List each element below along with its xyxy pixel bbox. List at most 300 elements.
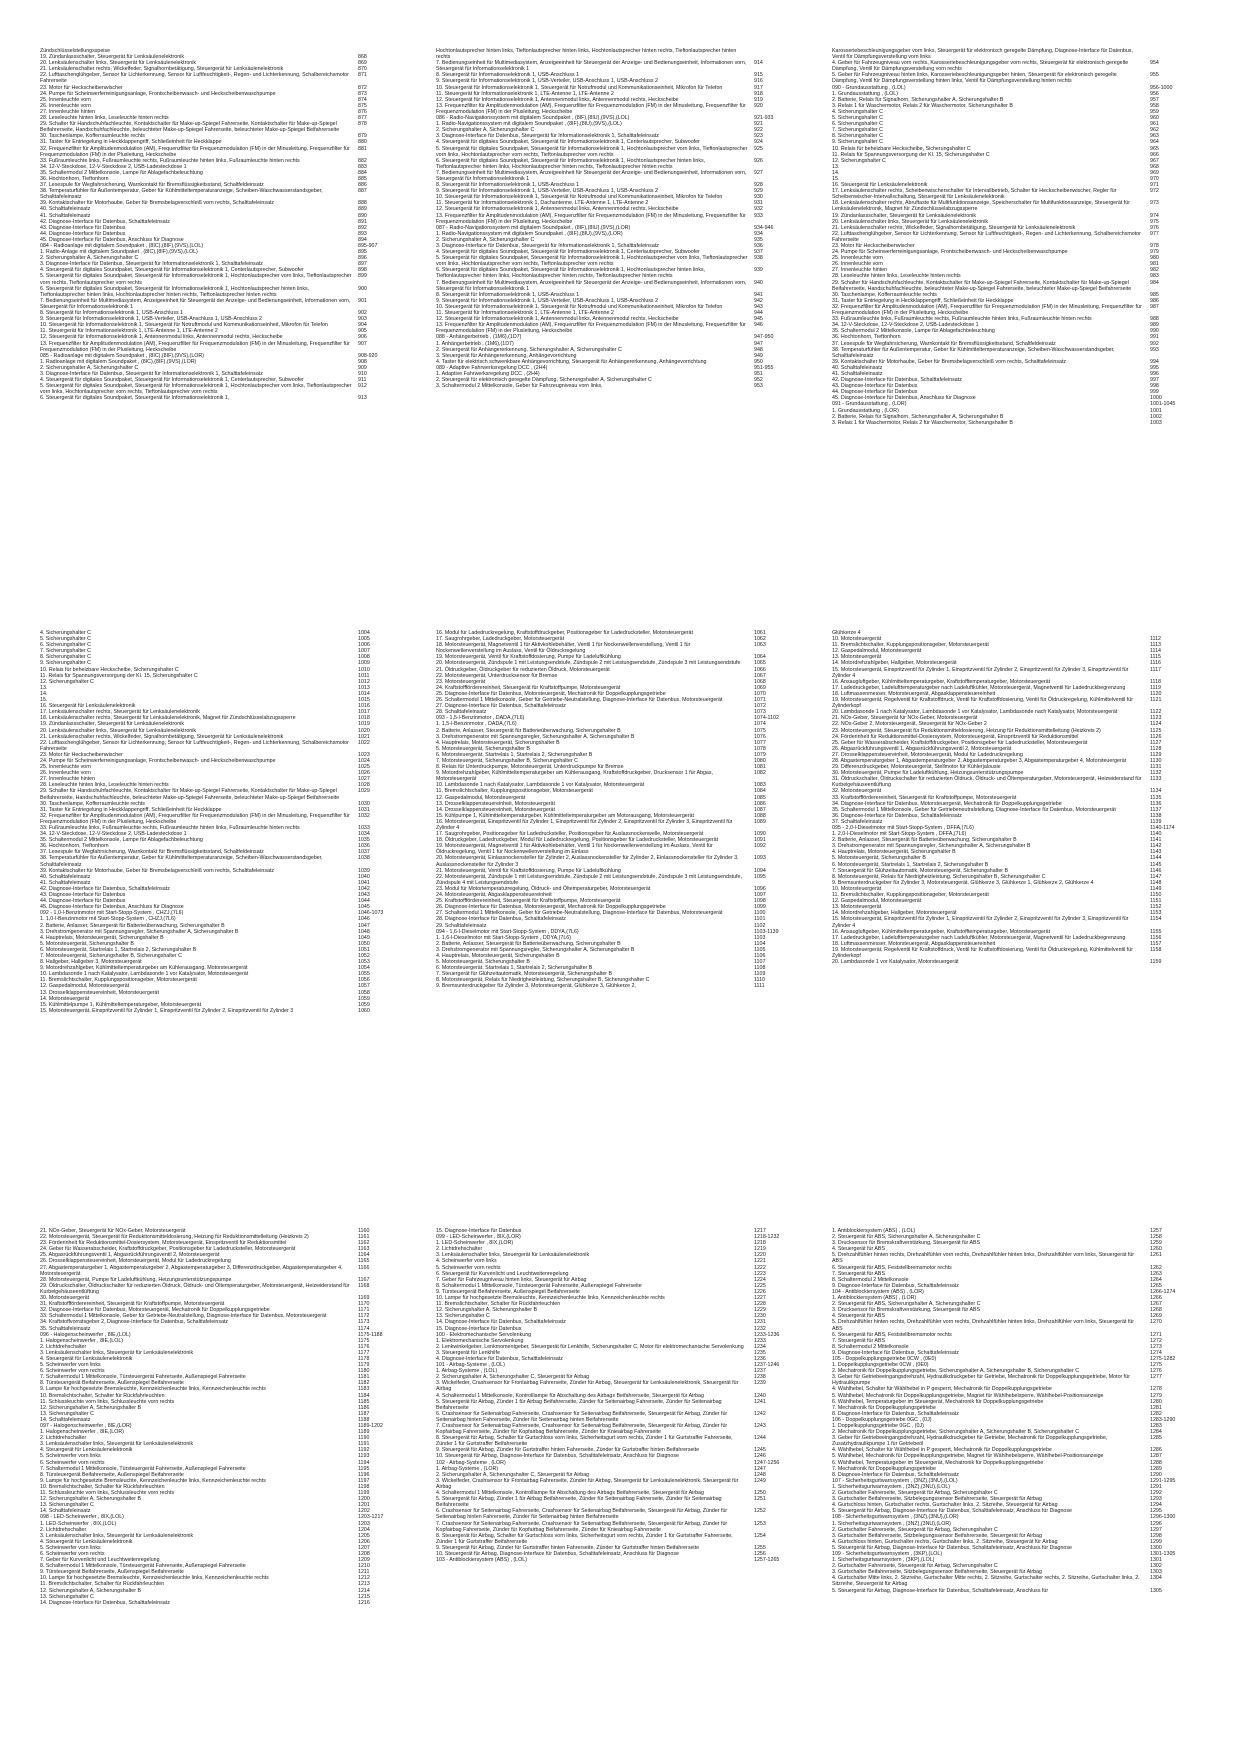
toc-entry-page: 1145 [1150, 861, 1162, 868]
toc-entry-page: 1133 [1150, 776, 1162, 783]
toc-entry-page: 1192 [358, 1447, 370, 1454]
toc-entry [436, 322, 802, 334]
toc-entry-page: 1106 [754, 952, 766, 959]
toc-entry-text: 3. Drehstromgenerator mit Spannungsregler, Sicherungshalter A, Sicherungshalter B [832, 843, 1031, 850]
toc-entry-text: 15. Kühlpumpe 1, Kühlmitteltemperaturgeber, Kühlmitteltemperaturgeber am Motorausgang, Motorsteuergerät [436, 812, 694, 819]
toc-entry-text: 26. Innenleuchte vorn [40, 770, 91, 777]
toc-entry-text: 29. Schalter für Handschuhfachleuchte, Kontaktschalter für Make-up-Spiegel Fahrerseite, Kontaktschalter für Make-up-Spiegel Beifahrerseite, Handschuhfachleuchte, beleuchteter Make-up-Spiegel Fahrerseite, beleuchteter Make-up-Spiegel Beifahrerseite [40, 788, 340, 801]
toc-entry-page: 1007 [358, 648, 370, 655]
toc-entry-page: 1263 [1150, 1270, 1162, 1277]
toc-entry-page: 1260 [1150, 1246, 1162, 1253]
toc-entry-page: 1169 [358, 1295, 370, 1302]
toc-entry-page: 951 [754, 370, 763, 377]
toc-entry-text: 45. Diagnose-Interface für Datenbus, Anschluss für Diagnose [832, 395, 976, 402]
toc-entry-text: 13. Motorsteuergerät [832, 654, 882, 661]
toc-entry-text: 44. Diagnose-Interface für Datenbus [40, 230, 126, 237]
toc-entry-text: 17. Saugrohrgeber, Ladedruckgeber, Motorsteuergerät [436, 636, 565, 643]
toc-entry-text: 7. Bedienungseinheit für Multimediasystem, Anzeigeeinheit für Steuergerät der Anzeige- und Bedienungseinheit, Informationen vorn, Steuergerät für Informationselektronik 1 [436, 169, 748, 182]
toc-entry-page: 1194 [358, 1459, 370, 1466]
toc-entry-page: 1191 [358, 1441, 370, 1448]
toc-entry-page: 1140 [1150, 831, 1162, 838]
toc-entry-text: 7. Motorsteuergerät, Sicherungshalter B, Sicherungshalter C [436, 757, 578, 764]
toc-entry-page: 1264 [1150, 1276, 1162, 1283]
toc-entry-text: 11. Relais für Spannungsversorgung der Kl. 15, Sicherungshalter C [40, 672, 198, 679]
toc-entry-page: 879 [358, 133, 367, 140]
toc-column [40, 630, 406, 1014]
toc-entry-text: 27. Innenleuchte hinten [40, 108, 96, 115]
toc-entry-text: 39. Kontaktschalter für Motorhaube, Geber für Bremsbelagverschleiß vorn rechts, Schalttafeleinsatz [40, 200, 275, 207]
toc-entry-text: 19. Motorsteuergerät, Regelventil für Kraftstoffdruck, Ventil für Kraftstoffdosierung, Ventil für Öldruckregelung, Kühlmittelventil für Zylinderkopf [832, 697, 1135, 710]
toc-entry-text: 20. Lenksäulenschalter links, Steuergerät für Lenksäulenelektronik [40, 60, 197, 67]
toc-entry-page: 1204 [358, 1526, 370, 1533]
toc-entry-text: 28. Leseleuchte hinten links, Leseleuchte hinten rechts [40, 782, 169, 789]
toc-entry-text: 10. Lampe für hochgesetzte Bremsleuchte, Kennzeichenleuchte links, Kennzeichenleuchte rechts [436, 1295, 665, 1302]
toc-entry-text: 2. Mechatronik für Doppelkupplungsgetriebe, Sicherungshalter A, Sicherungshalter B, Sicherungshalter C [832, 1368, 1080, 1375]
toc-entry-page: 1125 [1150, 727, 1162, 734]
toc-entry-page: 1297 [1150, 1526, 1162, 1533]
toc-entry-text: 32. Frequenzfilter für Amplitudenmodulation (AM), Frequenzfilter für Frequenzmodulation (FM) in der Minusleitung, Frequenzfilter für Frequenzmodulation (FM) in der Plusleitung, Heckscheibe [40, 812, 352, 825]
toc-entry-text: 14. Schalttafeleinsatz [40, 1508, 91, 1515]
toc-entry-text: 3. Relais 1 für Waschermotor, Relais 2 für Waschermotor, Sicherungshalter B [832, 419, 1013, 426]
toc-entry-text: 7. Mechatronik für Doppelkupplungsgetriebe [832, 1404, 936, 1411]
toc-entry-page: 966 [1150, 151, 1159, 158]
toc-entry-text: 6. Motorsteuergerät, Startrelais 1, Startrelais 2, Sicherungshalter B [832, 861, 989, 868]
toc-entry [832, 188, 1198, 200]
toc-entry-text: 10. Bremslichtschalter, Schalter für Rückfahrleuchten [40, 1392, 165, 1399]
toc-entry-text: 2. Sicherungshalter A, Sicherungshalter C, Steuergerät für Airbag [436, 1374, 590, 1381]
toc-entry [40, 286, 406, 298]
toc-entry-page: 1036 [358, 843, 370, 850]
toc-entry-page: 906 [358, 334, 367, 341]
toc-entry-page: 1291 [1150, 1483, 1162, 1490]
toc-entry-text: 15. Motorsteuergerät, Einspritzventil für Zylinder 1, Einspritzventil für Zylinder 2, Einspritzventil für Zylinder 3 [40, 1007, 294, 1014]
toc-entry-page: 973 [1150, 200, 1159, 207]
toc-entry-text: 34. Diagnose-Interface für Datenbus, Motorsteuergerät, Mechatronik für Doppelkupplungsgetriebe [832, 800, 1062, 807]
toc-entry-text: 7. Bedienungseinheit für Multimediasystem, Anzeigeeinheit für Steuergerät der Anzeige- und Bedienungseinheit, Informationen vorn, Steuergerät für Informationselektronik 1 [40, 297, 352, 310]
toc-entry-text: 12. Sicherungshalter A, Sicherungshalter B [436, 1307, 537, 1314]
toc-entry-text: 2. Batterie, Anlasser, Steuergerät für Batterieüberwachung, Sicherungshalter B [436, 940, 621, 947]
toc-entry-text: 7. Geber für Fahrzeugniveau hinten links, Steuergerät für Airbag [436, 1276, 587, 1283]
toc-entry-page: 1294 [1150, 1502, 1162, 1509]
toc-entry-text: 13. Frequenzfilter für Amplitudenmodulation (AM), Frequenzfilter für Frequenzmodulation (FM) in der Minusleitung, Frequenzfilter für Frequenzmodulation (FM) in der Plusleitung, Heckscheibe [40, 340, 352, 353]
toc-entry-text: 29. Schalttafeleinsatz [436, 922, 487, 929]
toc-entry-text: 24. Pumpe für Scheinwerferreinigungsanlage, Frontscheibenwasch- und Heckscheibenwaschpumpe [40, 90, 276, 97]
toc-entry-text: 22. Motorsteuergerät, Steuergerät für Reduktionsmitteldosierung, Heizung für Reduktionsmittelleitung (Heizkreis 2) [40, 1234, 309, 1241]
toc-entry-page: 1116 [1150, 660, 1161, 667]
toc-entry-page: 1044 [358, 898, 370, 905]
toc-entry-page: 1031 [358, 806, 370, 813]
toc-entry-text: 22. Motorsteuergerät, Unterdrucksensor für Bremse [436, 672, 558, 679]
toc-entry [436, 48, 802, 60]
toc-entry [832, 304, 1198, 316]
toc-entry-text: 20. Motorsteuergerät, Zündspule 1 mit Leistungsendstufe, Zündspule 2 mit Leistungsendstufe, Zündspule 3 mit Leistungsendstufe [436, 660, 741, 667]
toc-entry-page: 991 [1150, 334, 1159, 341]
toc-entry-text: 10. Motorsteuergerät [832, 885, 882, 892]
toc-entry-page: 1136 [1150, 800, 1162, 807]
toc-entry-page: 1274 [1150, 1349, 1162, 1356]
toc-entry-page: 1291-1295 [1150, 1477, 1176, 1484]
toc-entry-text: 5. Wählhebel, Mechatronik für Doppelkupplungsgetriebe, Magnet für Wählhebelsperre, Wählhebel-Positionsanzeige [832, 1392, 1104, 1399]
toc-entry-text: 6. Crashsensor für Seitenairbag Fahrerseite, Crashsensor für Seitenairbag Beifahrerseite, Steuergerät für Airbag, Zünder für Seitenairbag hinten Fahrerseite, Zünder für Seitenairbag hinten Beifahrerseite [436, 1410, 729, 1423]
toc-entry-text: 24. Kraftstoffförderereinheit, Steuergerät für Kraftstoffpumpe, Motorsteuergerät [436, 684, 621, 691]
toc-entry-text: 7. Sicherungshalter C [832, 127, 883, 134]
toc-entry-page: 1103-1139 [754, 928, 779, 935]
toc-entry-text: 10. Lambdasonde 1 nach Katalysator, Lambdasonde 1 vor Katalysator, Motorsteuergerät [40, 971, 249, 978]
toc-entry-page: 1180 [358, 1368, 370, 1375]
toc-entry-text: 1. Doppelkupplungsgetriebe 0CW , (0E0) [832, 1362, 929, 1369]
toc-entry-text: 3. Relais 1 für Waschermotor, Relais 2 für Waschermotor, Sicherungshalter B [832, 102, 1013, 109]
toc-entry-text: 9. Bremsunterdruckgeber für Zylinder 3, Motorsteuergerät, Glühkerze 3, Glühkerze 2, [436, 983, 636, 990]
toc-entry-text: 087 - Radio-Navigationssystem mit digitalem Soundpaket , (8IF),(8IU),(9VS),(LOR) [436, 224, 631, 231]
toc-entry-text: 2. Steuergerät für Anhängererkennung, Sicherungshalter A, Sicherungshalter C [436, 346, 622, 353]
toc-entry-text: 8. Diagnose-Interface für Datenbus, Schalttafeleinsatz [832, 1410, 959, 1417]
toc-entry-page: 1244 [754, 1435, 766, 1442]
toc-entry [436, 1411, 802, 1423]
toc-entry-page: 965 [1150, 145, 1159, 152]
toc-entry [436, 1435, 802, 1447]
toc-entry-page: 1176 [358, 1343, 370, 1350]
toc-entry-page: 1199 [358, 1490, 370, 1497]
toc-entry-text: 12. Sicherungshalter C [832, 157, 886, 164]
toc-entry-page: 1269 [1150, 1313, 1162, 1320]
toc-entry-text: 10. Steuergerät für Informationselektronik 1, Steuergerät für Notrufmodul und Kommunikationseinheit, Mikrofon für Telefon [436, 84, 723, 91]
toc-entry-text: 18. Luftmassenmesser, Motorsteuergerät, Abgasklappensteuereinheit [832, 940, 996, 947]
toc-entry [436, 770, 802, 782]
toc-entry [436, 1508, 802, 1520]
toc-entry-text: 30. Motorsteuergerät, Pumpe für Ladeluftkühlung, Heizungsunterstützungspumpe [832, 770, 1024, 777]
toc-entry-text: 28. Leseleuchte hinten links, Leseleuchte hinten rechts [832, 273, 961, 280]
toc-entry-page: 942 [754, 297, 763, 304]
toc-entry-page: 1302 [1150, 1563, 1162, 1570]
toc-entry-page: 1069 [754, 684, 766, 691]
toc-entry-text: 41. Schalttafeleinsatz [40, 879, 91, 886]
toc-entry-text: 102 - Airbag-Systeme , (LOR) [436, 1459, 506, 1466]
toc-entry-page: 1268 [1150, 1307, 1162, 1314]
toc-entry-text: 40. Schalttafeleinsatz [40, 206, 91, 213]
toc-entry [832, 1374, 1198, 1386]
toc-entry-page: 1233-1236 [754, 1331, 780, 1338]
toc-entry-text: 1. Airbag-Systeme , (LOL) [436, 1368, 498, 1375]
toc-entry-text: 2. Lichtdrehschalter [40, 1435, 87, 1442]
toc-entry-text: 14. Motordrehzahlgeber, Hallgeber, Motorsteuergerät [832, 910, 957, 917]
toc-entry-text: 086 - Radio-Navigationssystem mit digitalem Soundpaket , (8IF),(8IU),(9VS),(LOL) [436, 115, 630, 122]
toc-entry-page: 1206 [358, 1538, 370, 1545]
toc-entry-text: 42. Diagnose-Interface für Datenbus, Schalttafeleinsatz [40, 885, 170, 892]
toc-entry-text: 26. Innenleuchte vorn [832, 261, 883, 268]
toc-entry-page: 929 [754, 188, 763, 195]
toc-entry-page: 1126 [1150, 733, 1162, 740]
toc-entry-text: 1. Anhängerbetrieb , (1M6),(1D7) [436, 340, 514, 347]
toc-entry-page: 956-1000 [1150, 84, 1173, 91]
toc-entry [40, 188, 406, 200]
toc-entry-page: 1015 [358, 697, 370, 704]
toc-entry-text: 13. Sicherungshalter C [40, 1410, 94, 1417]
toc-entry-page: 1275 [1150, 1362, 1162, 1369]
toc-entry-page: 1019 [358, 721, 370, 728]
toc-entry-text: 34. 12-V-Steckdose, 12-V-Steckdose 2, USB-Ladesteckdose 1 [40, 831, 187, 838]
toc-entry-page: 1134 [1150, 788, 1162, 795]
toc-entry-text: 5. Drehzahlfühler hinten rechts, Drehzahlfühler vorn rechts, Drehzahlfühler hinten links, Drehzahlfühler vorn links, Steuergerät für ABS [832, 1252, 1136, 1265]
toc-entry [436, 267, 802, 279]
toc-entry-page: 983 [1150, 273, 1159, 280]
toc-entry-text: 31. Taster für Entriegelung in Heckklappengriff, Schließeinheit für Heckklappe [832, 297, 1014, 304]
toc-entry [832, 200, 1198, 212]
toc-entry-page: 885 [358, 175, 367, 182]
toc-entry-text: 6. Wählhebel, Temperaturgeber im Steuergerät, Mechatronik für Doppelkupplungsgetriebe [832, 1459, 1044, 1466]
toc-entry-text: 14. Motordrehzahlgeber, Hallgeber, Motorsteuergerät [832, 660, 957, 667]
toc-entry-page: 889 [358, 206, 367, 213]
toc-entry-page: 1182 [358, 1380, 370, 1387]
toc-entry-text: 2. Lichtdrehschalter [436, 1246, 483, 1253]
toc-entry-text: 9. Diagnose-Interface für Datenbus, Schalttafeleinsatz [832, 1282, 959, 1289]
toc-entry-text: 1. Sicherheitsgurtwarnsystem , (3KP),(LOL) [832, 1557, 935, 1564]
toc-entry-text: 7. Steuergerät für Glühzeitautomatik, Motorsteuergerät, Sicherungshalter B [832, 867, 1009, 874]
toc-entry-page: 1252 [754, 1508, 766, 1515]
toc-entry-text: 38. Temperaturfühler für Außentemperatur, Geber für Kühlmitteltemperaturanzeige, Scheiben-Waschwasserstandsgeber, Schalttafeleinsatz [40, 188, 325, 201]
toc-entry-page: 1024 [358, 757, 370, 764]
toc-entry-page: 884 [358, 169, 367, 176]
toc-entry-page: 1159 [1150, 959, 1162, 966]
toc-entry-text: 5. Steuergerät für Airbag, Diagnose-Interface für Datenbus, Schalttafeleinsatz, Anschluss für [832, 1587, 1049, 1594]
toc-entry-text: 16. Modul für Ladedruckregelung, Kraftstoffdruckgeber, Positionsgeber für Ladedrucksteller, Motorsteuergerät [436, 630, 693, 636]
toc-entry [40, 1265, 406, 1277]
toc-entry-page: 1226 [754, 1288, 766, 1295]
toc-entry-page: 901 [358, 297, 367, 304]
toc-entry [436, 280, 802, 292]
toc-entry [40, 395, 406, 401]
toc-entry [40, 72, 406, 84]
toc-entry-page: 1164 [358, 1252, 370, 1259]
toc-entry-text: 104 - Antiblockiersystem (ABS) , (LOR) [832, 1288, 924, 1295]
toc-entry-page: 1056 [358, 977, 370, 984]
toc-entry-page: 1243 [754, 1423, 766, 1429]
toc-entry-page: 1190 [358, 1435, 370, 1442]
toc-entry-page: 989 [1150, 322, 1159, 329]
toc-entry-text: 093 - 1,5-l-Benzinmotor , DADA,(7L6) [436, 715, 525, 722]
toc-entry-text: 5. Steuergerät für Airbag, Diagnose-Interface für Datenbus, Schalttafeleinsatz, Anschluss für Diagnose [832, 1544, 1072, 1551]
toc-entry-page: 1300 [1150, 1544, 1162, 1551]
toc-entry-page: 1066 [754, 666, 766, 673]
toc-entry-text: 1. Sicherheitsgurtwarnsystem , (3NZ),(3NU),(LOR) [832, 1520, 951, 1527]
toc-entry-text: 17. Saugrohrgeber, Positionsgeber für Ladedrucksteller, Positionsgeber für Auslassnockenwelle, Motorsteuergerät [436, 831, 704, 838]
toc-entry-text: 29. Differenzdruckgeber, Motorsteuergerät, Stellmotor für Kühlerjalousie [832, 764, 1001, 771]
toc-entry-page: 1298 [1150, 1532, 1162, 1539]
toc-entry-text: 6. Scheinwerfer vorn rechts [40, 1550, 105, 1557]
toc-entry-text: 18. Lenksäulenschalter rechts, Steuergerät für Lenksäulenelektronik, Magnet für Zündschlüsselabzugssperre [40, 715, 296, 722]
toc-entry [832, 72, 1198, 84]
toc-entry [436, 213, 802, 225]
toc-entry-text: 3. Drehstromgenerator mit Spannungsregler, Sicherungshalter A, Sicherungshalter B [40, 928, 239, 935]
toc-entry [832, 776, 1198, 788]
toc-entry-page: 1135 [1150, 794, 1162, 801]
toc-entry-text: 18. Öldruckgeber, Ladedruckgeber, Modul für Ladedruckregelung, Positionsgeber für Ladedrucksteller, Motorsteuergerät [436, 837, 719, 844]
toc-entry-text: 23. Modul für Motortemperaturregelung, Öldruck- und Öltemperaturgeber, Motorsteuergerät [436, 885, 651, 892]
toc-entry [436, 1521, 802, 1533]
toc-entry-text: 9. Türsteuergerät Beifahrerseite, Außenspiegel Beifahrerseite [436, 1288, 580, 1295]
toc-entry-text: 36. Hochtonhorn, Tieftonhorn [40, 175, 109, 182]
toc-entry-page: 1196 [358, 1471, 370, 1478]
toc-entry-page: 1131 [1150, 764, 1162, 771]
toc-entry-page: 1101 [754, 916, 766, 923]
toc-entry-page: 1255 [754, 1544, 766, 1551]
toc-entry-text: 8. Steuergerät für Informationselektronik 1, USB-Anschluss 1 [436, 72, 580, 79]
toc-entry-page: 1046 [358, 916, 370, 923]
toc-entry [832, 947, 1198, 959]
toc-entry-page: 1103 [754, 934, 766, 941]
toc-entry-page: 1205 [358, 1532, 370, 1539]
toc-entry-text: 4. Hauptrelais, Motorsteuergerät, Sicherungshalter B [436, 739, 560, 746]
toc-entry-text: 44. Diagnose-Interface für Datenbus [832, 389, 918, 396]
toc-entry-page: 962 [1150, 127, 1159, 134]
toc-entry-page: 1156 [1150, 934, 1162, 941]
toc-entry-page: 915 [754, 72, 763, 79]
toc-entry-page: 1001 [1150, 407, 1162, 414]
toc-entry-page: 1029 [358, 788, 370, 795]
toc-entry-page: 1022 [358, 739, 370, 746]
toc-entry [832, 959, 1198, 965]
toc-entry-page: 1020 [358, 727, 370, 734]
toc-entry-text: 16. Ansaugluftgeber, Kühlmitteltemperaturgeber, Kraftstofftemperaturgeber, Motorsteuergerät [832, 678, 1051, 685]
toc-entry-text: 32. Frequenzfilter für Amplitudenmodulation (AM), Frequenzfilter für Frequenzmodulation (FM) in der Minusleitung, Frequenzfilter für Frequenzmodulation (FM) in der Plusleitung, Heckscheibe [832, 303, 1144, 317]
toc-entry-page: 1114 [1150, 648, 1161, 655]
toc-entry-page: 1187 [358, 1410, 370, 1417]
toc-entry-text: 3. Drehstromgenerator mit Spannungsregler, Sicherungshalter A, Sicherungshalter B [436, 946, 635, 953]
toc-entry-text: 1. Radioanlage mit digitalem Soundpaket , (8IC),(8IF),(9VS),(LOR) [40, 358, 197, 365]
toc-entry-page: 934-946 [754, 224, 774, 231]
toc-entry-page: 972 [1150, 188, 1159, 195]
toc-entry-page: 1026 [358, 770, 370, 777]
toc-entry-page: 1189-1202 [358, 1423, 383, 1429]
toc-entry-text: 25. Abgasrückführungsventil 1, Abgasrückführungsventil 2, Motorsteuergerät [40, 1252, 220, 1259]
toc-entry-page: 975 [1150, 218, 1159, 225]
toc-entry [40, 740, 406, 752]
toc-entry-text: 2. Sicherungshalter A, Sicherungshalter C, Steuergerät für Airbag [436, 1471, 590, 1478]
toc-entry-text: 4. Schaltermodul 1 Mittelkonsole, Kontrolllampe für Abschaltung des Airbags Beifahrerseite, Steuergerät für Airbag [436, 1392, 704, 1399]
toc-entry [436, 819, 802, 831]
toc-entry-page: 1087 [754, 806, 766, 813]
toc-entry-text: 106 - Doppelkupplungsgetriebe 0GC , (0J) [832, 1416, 932, 1423]
toc-entry-page: 963 [1150, 133, 1159, 140]
toc-entry-page: 1000 [1150, 395, 1162, 402]
toc-entry-page: 1096 [754, 885, 766, 892]
toc-entry-text: 20. Lenksäulenschalter links, Steuergerät für Lenksäulenelektronik [40, 727, 197, 734]
toc-entry-text: 11. Steuergerät für Informationselektronik 1, Dachantenne, LTE-Antenne 1, LTE-Antenne 2 [436, 200, 649, 207]
toc-entry-page: 1049 [358, 934, 370, 941]
toc-entry-page: 953 [754, 383, 763, 390]
toc-entry-page: 913 [358, 395, 367, 402]
toc-entry-text: 6. Motorsteuergerät, Startrelais 1, Startrelais 2, Sicherungshalter B [436, 965, 593, 972]
toc-entry-text: 088 - Anhängerbetrieb , (1M6),(1D7) [436, 334, 522, 341]
toc-entry-page: 893 [358, 230, 367, 237]
toc-entry-page: 1043 [358, 892, 370, 899]
toc-entry-page: 1272 [1150, 1337, 1162, 1344]
toc-entry-text: 15. [832, 175, 840, 182]
toc-entry-text: 12. Steuergerät für Informationselektronik 1, Antennenmodul links, Antennenmodul rechts, Heckscheibe [40, 334, 283, 341]
toc-entry-text: 5. Wählhebel, Mechatronik für Doppelkupplungsgetriebe, Magnet für Wählhebelsperre, Wählhebel-Positionsanzeige [832, 1453, 1104, 1460]
toc-entry-page: 947 [754, 340, 763, 347]
toc-entry-text: 5. Steuergerät für digitales Soundpaket, Steuergerät für Informationselektronik 1, Hochtonlautsprecher vorn links, Tieftonlautsprecher vorn links, Hochtonlautsprecher vorn rechts, Tieftonlautsprecher vorn rechts [436, 145, 749, 158]
toc-entry-page: 981 [1150, 261, 1159, 268]
toc-entry-page: 1072 [754, 703, 766, 710]
toc-entry-text: 26. Diagnose-Interface für Datenbus, Motorsteuergerät, Mechatronik für Doppelkupplungsgetriebe [436, 904, 666, 911]
toc-entry-text: 4. Wählhebel, Schalter für Wählhebel in P gesperrt, Mechatronik für Doppelkupplungsgetriebe [832, 1447, 1052, 1454]
toc-entry-page: 1142 [1150, 843, 1162, 850]
toc-entry-page: 985 [1150, 291, 1159, 298]
toc-entry-text: 28. Motorsteuergerät, Pumpe für Ladeluftkühlung, Heizungsunterstützungspumpe [40, 1276, 232, 1283]
toc-entry-page: 1198 [358, 1483, 370, 1490]
toc-entry-text: 4. Diagnose-Interface für Datenbus, Schalttafeleinsatz [436, 1355, 563, 1362]
toc-entry-page: 988 [1150, 316, 1159, 323]
toc-entry-text: 1. Radio-Anlage mit digitalem Soundpaket , (8IC),(8IF),(9VS),(LOL) [40, 249, 198, 256]
toc-entry-page: 1181 [358, 1374, 370, 1381]
toc-entry-text: 23. Motor für Heckscheibenwischer [40, 751, 123, 758]
toc-entry-page: 1209 [358, 1557, 370, 1564]
toc-entry-text: 1. Elektromechanische Servolenkung [436, 1337, 524, 1344]
toc-entry-page: 1216 [358, 1599, 370, 1606]
toc-entry-page: 1231 [754, 1319, 766, 1326]
toc-entry-page: 1287 [1150, 1453, 1162, 1460]
toc-entry [436, 383, 802, 389]
toc-entry-page: 1218 [754, 1240, 766, 1247]
toc-entry-text: 29. Schalter für Handschuhfachleuchte, Kontaktschalter für Make-up-Spiegel Fahrerseite, Kontaktschalter für Make-up-Spiegel Beifahrerseite, Handschuhfachleuchte, beleuchteter Make-up-Spiegel Fahrerseite, beleuchteter Make-up-Spiegel Beifahrerseite [40, 121, 340, 134]
toc-entry-text: 1. Adaptive Fahrwerksregelung DCC , (2H4) [436, 370, 540, 377]
toc-entry-text: 10. Steuergerät für Airbag, Diagnose-Interface für Datenbus, Schalttafeleinsatz, Anschluss für Diagnose [436, 1453, 679, 1460]
toc-entry-page: 926 [754, 157, 763, 164]
toc-entry-text: 13. [832, 163, 840, 170]
toc-entry-text: 3. Lenksäulenschalter links, Steuergerät für Lenksäulenelektronik [40, 1532, 194, 1539]
toc-entry-page: 935 [754, 236, 763, 243]
toc-entry-page: 1035 [358, 837, 370, 844]
toc-entry-page: 1172 [358, 1313, 370, 1320]
toc-entry-page: 944 [754, 310, 763, 317]
toc-entry-text: 8. Sicherungshalter C [40, 654, 91, 661]
toc-entry-text: 085 - Radioanlage mit digitalem Soundpaket , (8IC),(8IF),(9VS),(LOR) [40, 352, 204, 359]
toc-entry-text: 45. Diagnose-Interface für Datenbus, Anschluss für Diagnose [40, 236, 184, 243]
toc-entry-page: 1220 [754, 1252, 766, 1259]
toc-entry-text: 1. 2,0-l-Dieselmotor mit Start-Stopp-System , DFFA,(7L6) [832, 831, 967, 838]
toc-entry-text: 31. Kraftstoffförderereinheit, Steuergerät für Kraftstoffpumpe, Motorsteuergerät [40, 1301, 225, 1308]
toc-entry-text: 2. Steuergerät für ABS, Sicherungshalter A, Sicherungshalter C [832, 1301, 981, 1308]
toc-entry-page: 1032 [358, 812, 370, 819]
toc-entry-page: 1109 [754, 971, 766, 978]
toc-entry-text: 103 - Antiblockiersystem (ABS) , (LOL) [436, 1557, 527, 1564]
toc-entry-page: 1041 [358, 879, 370, 886]
toc-entry-page: 1055 [358, 971, 370, 978]
toc-entry-page: 1112 [1150, 636, 1161, 643]
toc-entry-text: 5. Steuergerät für Airbag, Zünder 1 für Airbag Beifahrerseite, Zünder für Seitenairbag Fahrerseite, Zünder für Seitenairbag Beifahrerseite [436, 1496, 724, 1509]
toc-entry-page: 920 [754, 102, 763, 109]
toc-entry-text: 6. Crashsensor für Seitenairbag Fahrerseite, Crashsensor für Seitenairbag Beifahrerseite, Steuergerät für Airbag, Zünder für Seitenairbag hinten Fahrerseite, Zünder für Seitenairbag hinten Beifahrerseite [436, 1508, 729, 1521]
toc-entry-page: 1121 [1150, 697, 1162, 704]
toc-entry [436, 103, 802, 115]
toc-entry-page: 922 [754, 127, 763, 134]
toc-entry-page: 1104 [754, 940, 766, 947]
toc-entry-text: 1. Sicherheitsgurtwarnsystem , (3NZ),(3NU),(LOL) [832, 1483, 951, 1490]
toc-entry-page: 1179 [358, 1362, 370, 1369]
toc-entry-page: 1052 [358, 952, 370, 959]
toc-entry-page: 1240 [754, 1392, 766, 1399]
toc-entry-page: 1219 [754, 1246, 766, 1253]
toc-entry-page: 1070 [754, 690, 766, 697]
toc-entry-page: 1018 [358, 715, 370, 722]
toc-entry [436, 158, 802, 170]
toc-entry [436, 60, 802, 72]
toc-entry-text: 2. Lichtdrehschalter [40, 1343, 87, 1350]
toc-entry-page: 956 [1150, 90, 1159, 97]
toc-entry-page: 1012 [358, 678, 370, 685]
toc-entry-page: 1094 [754, 867, 766, 874]
toc-entry-page: 1267 [1150, 1301, 1162, 1308]
